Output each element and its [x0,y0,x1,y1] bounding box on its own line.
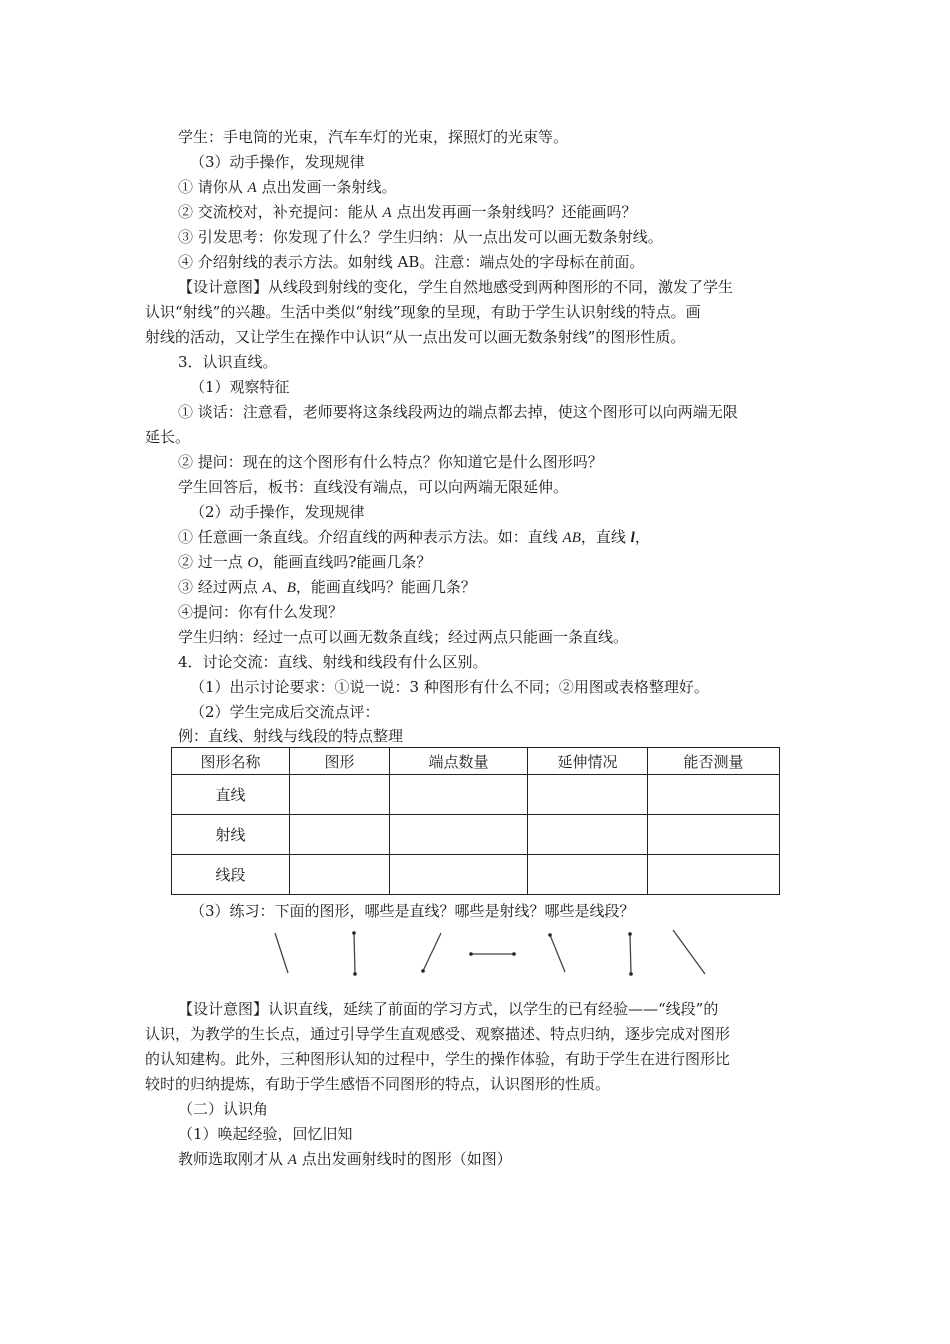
subsection-heading: （1）唤起经验，回忆旧知 [178,1125,353,1143]
table-cell [648,775,780,815]
design-intent-paragraph: 认识，为教学的生长点，通过引导学生直观感受、观察描述、特点归纳，逐步完成对图形 [145,1025,731,1043]
paragraph: ② 交流校对，补充提问：能从 A 点出发再画一条射线吗？还能画吗？ [178,203,637,221]
table-cell [290,775,390,815]
paragraph: ④ 介绍射线的表示方法。如射线 AB。注意：端点处的字母标在前面。 [178,253,645,271]
subsection-heading: （1）观察特征 [190,378,290,396]
features-table [171,747,780,895]
paragraph: ③ 引发思考：你发现了什么？学生归纳：从一点出发可以画无数条射线。 [178,228,663,246]
figure-ray-5 [548,933,565,972]
section-heading: 4．讨论交流：直线、射线和线段有什么区别。 [178,653,488,671]
paragraph: 教师选取刚才从 A 点出发画射线时的图形（如图） [178,1150,512,1168]
row-label-cell: 直线 [172,775,290,815]
paragraph: 学生归纳：经过一点可以画无数条直线；经过两点只能画一条直线。 [178,628,629,646]
table-cell [390,815,528,855]
figure-ray-3 [421,933,441,973]
design-intent-paragraph: 射线的活动，又让学生在操作中认识“从一点出发可以画无数条射线”的图形性质。 [145,328,686,346]
design-intent-paragraph: 较时的归纳提炼，有助于学生感悟不同图形的特点，认识图形的性质。 [145,1075,611,1093]
paragraph: ① 谈话：注意看，老师要将这条线段两边的端点都去掉，使这个图形可以向两端无限 [178,403,738,421]
paragraph: ④提问：你有什么发现？ [178,603,344,621]
row-label-cell: 射线 [172,815,290,855]
section-heading: （二）认识角 [178,1100,269,1118]
table-cell [390,775,528,815]
row-label-cell: 线段 [172,855,290,895]
table-cell [648,855,780,895]
paragraph: ② 过一点 O，能画直线吗?能画几条？ [178,553,432,571]
figure-segment-6 [628,932,633,976]
table-cell [290,855,390,895]
table-row [172,775,780,815]
header-cell: 图形名称 [172,748,290,775]
paragraph: ① 请你从 A 点出发画一条射线。 [178,178,397,196]
header-cell: 图形 [290,748,390,775]
paragraph: 学生：手电筒的光束，汽车车灯的光束，探照灯的光束等。 [178,128,569,146]
header-cell: 能否测量 [648,748,780,775]
subsection-heading: （2）动手操作，发现规律 [190,503,365,521]
paragraph: ② 提问：现在的这个图形有什么特点？你知道它是什么图形吗？ [178,453,603,471]
header-cell: 端点数量 [390,748,528,775]
figure-segment-2 [352,931,357,976]
table-cell [648,815,780,855]
table-cell [528,855,648,895]
paragraph: 延长。 [145,428,191,446]
table-cell [290,815,390,855]
section-heading: 3．认识直线。 [178,353,278,371]
table-row [172,855,780,895]
practice-figures [265,925,715,980]
figure-line-1 [275,933,288,973]
design-intent-paragraph: 【设计意图】从线段到射线的变化，学生自然地感受到两种图形的不同，激发了学生 [178,278,734,296]
table-row [172,815,780,855]
header-cell: 延伸情况 [528,748,648,775]
figure-segment-4 [469,952,516,956]
design-intent-paragraph: 【设计意图】认识直线，延续了前面的学习方式，以学生的已有经验——“线段”的 [178,1000,719,1018]
paragraph: （2）学生完成后交流点评： [190,703,380,721]
table-caption: 例：直线、射线与线段的特点整理 [178,727,404,745]
design-intent-paragraph: 的认知建构。此外，三种图形认知的过程中，学生的操作体验，有助于学生在进行图形比 [145,1050,731,1068]
table-cell [528,775,648,815]
subsection-heading: （3）动手操作，发现规律 [190,153,365,171]
table-header-row [172,748,780,775]
paragraph: ③ 经过两点 A、B，能画直线吗？能画几条？ [178,578,476,596]
table-cell [390,855,528,895]
paragraph: （1）出示讨论要求：①说一说：3 种图形有什么不同；②用图或表格整理好。 [190,678,709,696]
figure-line-7 [673,930,705,974]
paragraph: ① 任意画一条直线。介绍直线的两种表示方法。如：直线 AB，直线 l， [178,528,650,546]
paragraph: 学生回答后，板书：直线没有端点，可以向两端无限延伸。 [178,478,569,496]
exercise-prompt: （3）练习：下面的图形，哪些是直线？哪些是射线？哪些是线段？ [190,902,635,920]
design-intent-paragraph: 认识“射线”的兴趣。生活中类似“射线”现象的呈现，有助于学生认识射线的特点。画 [145,303,701,321]
table-cell [528,815,648,855]
